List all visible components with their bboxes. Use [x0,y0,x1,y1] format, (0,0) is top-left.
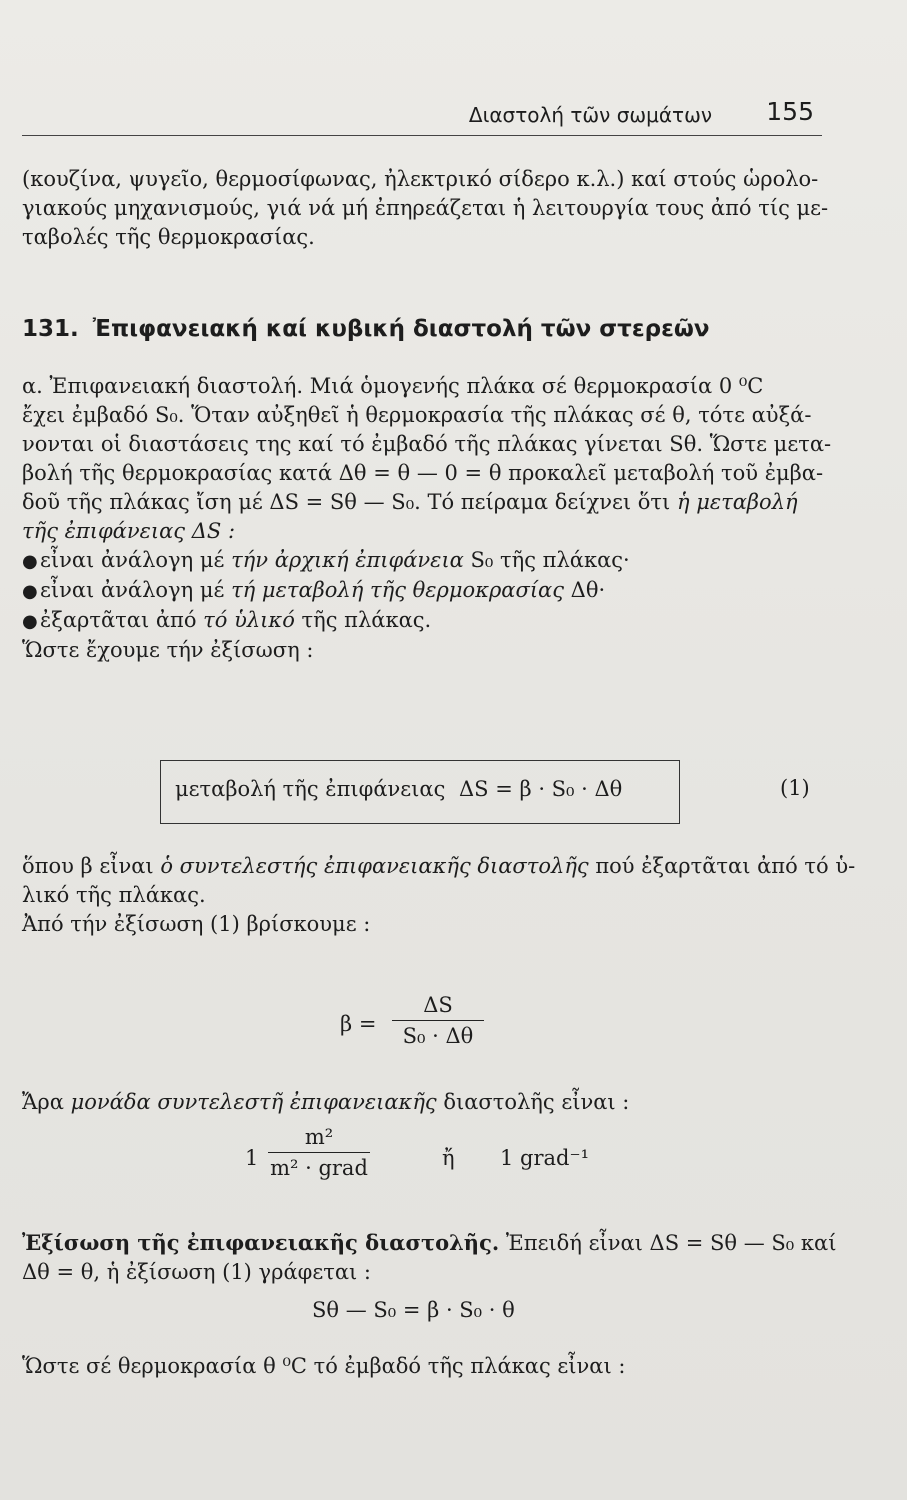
italic-span: ἡ μεταβολή [676,490,798,514]
text-span: S₀ τῆς πλάκας· [463,548,630,572]
text-line: Ὥστε ἔχουμε τήν ἐξίσωση : [22,638,314,662]
chapter-title: Διαστολή τῶν σωμάτων [468,103,712,127]
italic-span: τήν ἀρχική ἐπιφάνεια [231,548,464,572]
text-line: ἔχει ἐμβαδό S₀. Ὅταν αὐξηθεῖ ἡ θερμοκρασία τῆς πλάκας σέ θ, τότε αὐξά- [22,403,812,427]
section-title: Ἐπιφανειακή καί κυβική διαστολή τῶν στερεῶν [92,316,710,342]
fraction-denominator: m² · grad [270,1156,368,1180]
formula-expression: ΔS = β · S₀ · Δθ [459,777,623,801]
unit-alternative: 1 grad⁻¹ [500,1146,589,1170]
fraction-numerator: ΔS [423,993,453,1017]
bullet-item [22,546,822,576]
bullet-icon: ● [22,581,38,602]
text-line: (κουζίνα, ψυγεῖο, θερμοσίφωνας, ἠλεκτρικό σίδερο κ.λ.) καί στούς ὡρολο- [22,167,819,191]
text-line: τῆς ἐπιφάνειας ΔS : [22,519,236,543]
text-line [22,1228,837,1258]
text-span: διαστολῆς εἶναι : [436,1090,630,1114]
italic-span: τή μεταβολή τῆς θερμοκρασίας [231,578,564,602]
text-span: τῆς πλάκας. [294,608,432,632]
text-line: ταβολές τῆς θερμοκρασίας. [22,225,315,249]
bullet-icon: ● [22,551,38,572]
text-line: Δθ = θ, ἡ ἐξίσωση (1) γράφεται : [22,1260,371,1284]
text-line: Ὥστε σέ θερμοκρασία θ ⁰C τό ἐμβαδό τῆς πλάκας εἶναι : [22,1354,626,1378]
text-span: Δθ· [564,578,606,602]
bullet-icon: ● [22,611,38,632]
running-header [22,95,822,136]
unit-or: ἤ [442,1146,455,1170]
text-line: α. Ἐπιφανειακή διαστολή. Μιά ὁμογενής πλάκα σέ θερμοκρασία 0 ⁰C [22,374,764,398]
text-span: Ἐπειδή εἶναι ΔS = Sθ — S₀ καί [499,1231,837,1255]
section-number: 131. [22,316,79,342]
bold-span: Ἐξίσωση τῆς ἐπιφανειακῆς διαστολῆς. [22,1230,500,1255]
text-span: εἶναι ἀνάλογη μέ [40,548,232,572]
text-line: νονται οἱ διαστάσεις της καί τό ἐμβαδό τῆς πλάκας γίνεται Sθ. Ὥστε μετα- [22,432,832,456]
fraction-numerator: m² [304,1125,334,1149]
formula-label: μεταβολή τῆς ἐπιφάνειας [175,777,446,801]
text-span: ὅπου β εἶναι [22,854,161,878]
intro-paragraph [22,165,829,252]
paragraph-unit [22,1088,822,1117]
text-line: γιακούς μηχανισμούς, γιά νά μή ἐπηρεάζεται ἡ λειτουργία τους ἀπό τίς με- [22,196,829,220]
italic-span: τό ὑλικό [203,608,295,632]
section-heading [22,316,822,342]
text-span: εἶναι ἀνάλογη μέ [40,578,232,602]
fraction-bar [392,1020,484,1021]
page-number: 155 [766,97,814,126]
bullet-item [22,606,822,636]
text-span: ἐξαρτᾶται ἀπό [40,608,204,632]
paragraph-where [22,852,856,939]
fraction-bar [268,1152,370,1153]
unit-fraction [268,1125,370,1180]
paragraph-surface-expansion [22,372,832,665]
text-line [22,852,856,881]
text-span: δοῦ τῆς πλάκας ἴση μέ ΔS = Sθ — S₀. Τό πείραμα δείχνει ὅτι [22,490,677,514]
text-line: λικό τῆς πλάκας. [22,883,206,907]
bullet-item [22,576,822,606]
paragraph-equation [22,1228,837,1287]
formula-box [160,760,680,824]
text-line: Ἀπό τήν ἐξίσωση (1) βρίσκουμε : [22,912,371,936]
italic-span: ὁ συντελεστής ἐπιφανειακῆς διαστολῆς [160,854,589,878]
text-span: Ἄρα [22,1090,71,1114]
italic-span: μονάδα συντελεστῆ ἐπιφανειακῆς [70,1090,437,1114]
text-span: πού ἐξαρτᾶται ἀπό τό ὑ- [588,854,856,878]
paragraph-conclusion [22,1352,822,1381]
text-line [22,488,822,517]
beta-lhs: β = [340,1012,377,1036]
final-formula: Sθ — S₀ = β · S₀ · θ [312,1298,515,1322]
text-line: βολή τῆς θερμοκρασίας κατά Δθ = θ — 0 = θ προκαλεῖ μεταβολή τοῦ ἐμβα- [22,461,824,485]
beta-fraction [392,993,484,1048]
equation-number: (1) [780,776,810,800]
unit-one: 1 [245,1146,259,1170]
fraction-denominator: S₀ · Δθ [402,1024,474,1048]
text-line [22,1088,822,1117]
